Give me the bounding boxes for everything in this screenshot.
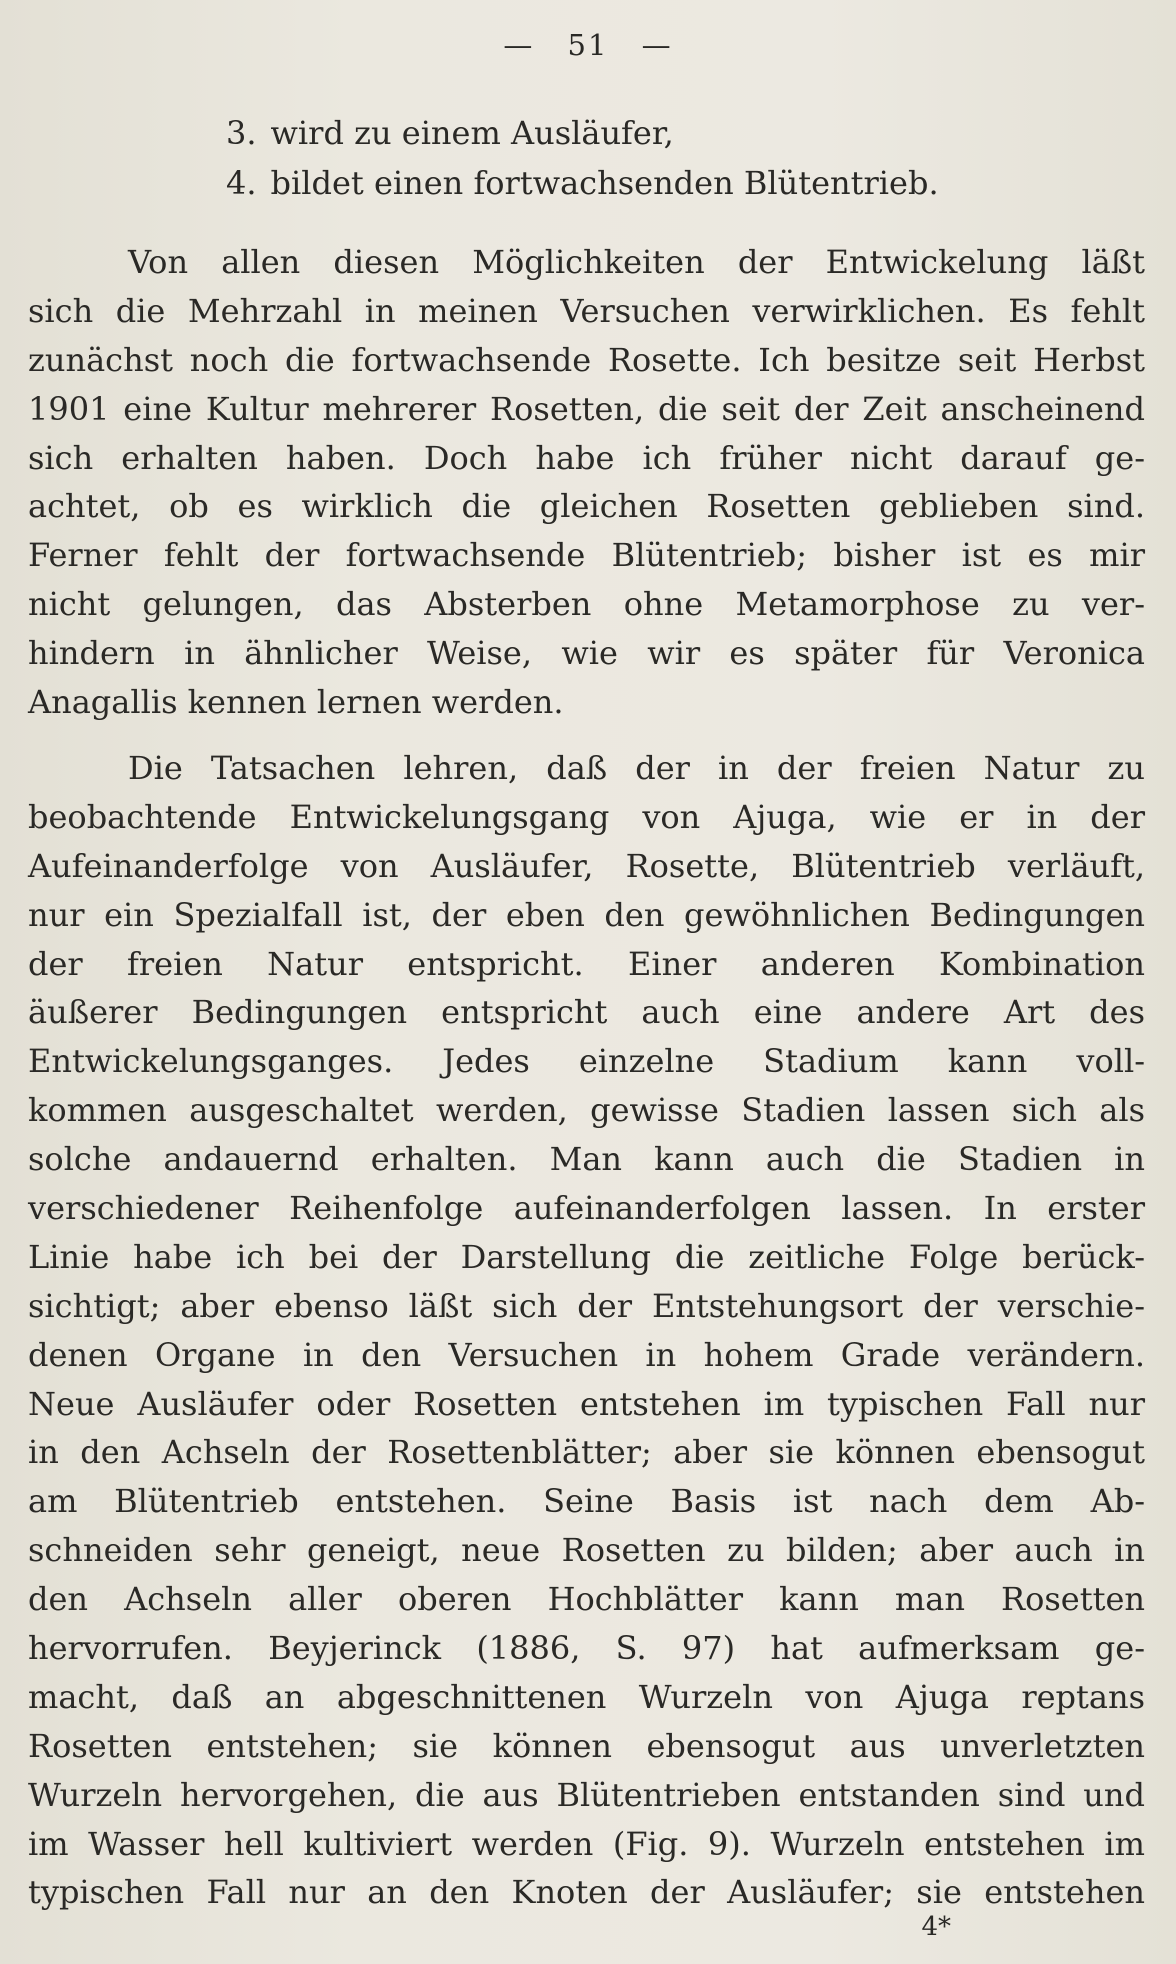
text-line: den Achseln aller oberen Hochblätter kann man Rosetten xyxy=(28,1580,1145,1619)
text-line: Von allen diesen Möglichkeiten der Entwickelung läßt xyxy=(128,243,1145,281)
header-dash-right: — xyxy=(641,28,673,62)
text-line: Die Tatsachen lehren, daß der in der freien Natur zu xyxy=(128,749,1145,787)
text-line: sich erhalten haben. Doch habe ich früher nicht darauf ge- xyxy=(28,438,1145,477)
numbered-list xyxy=(226,108,939,208)
text-line: Rosetten entstehen; sie können ebensogut aus unverletzten xyxy=(28,1726,1145,1765)
text-line: hindern in ähnlicher Weise, wie wir es später für Veronica xyxy=(28,634,1145,673)
text-line: Aufeinanderfolge von Ausläufer, Rosette, Blütentrieb verläuft, xyxy=(28,846,1145,885)
paragraph-2 xyxy=(28,744,1145,1917)
text-line: hervorrufen. Beyjerinck (1886, S. 97) hat aufmerksam ge- xyxy=(28,1629,1145,1668)
list-item xyxy=(226,158,939,208)
text-line: sich die Mehrzahl in meinen Versuchen verwirklichen. Es fehlt xyxy=(28,291,1145,330)
text-line: solche andauernd erhalten. Man kann auch die Stadien in xyxy=(28,1140,1145,1179)
text-line: zunächst noch die fortwachsende Rosette. Ich besitze seit Herbst xyxy=(28,340,1145,379)
text-line: 1901 eine Kultur mehrerer Rosetten, die seit der Zeit anscheinend xyxy=(28,389,1145,428)
list-item-text: wird zu einem Ausläufer, xyxy=(270,114,674,152)
text-line: der freien Natur entspricht. Einer anderen Kombination xyxy=(28,944,1145,983)
text-line: nur ein Spezialfall ist, der eben den gewöhnlichen Bedingungen xyxy=(28,895,1145,934)
text-line: beobachtende Entwickelungsgang von Ajuga, wie er in der xyxy=(28,797,1145,836)
text-line: im Wasser hell kultiviert werden (Fig. 9). Wurzeln entstehen im xyxy=(28,1824,1145,1863)
page-header xyxy=(0,28,1176,62)
text-line: schneiden sehr geneigt, neue Rosetten zu bilden; aber auch in xyxy=(28,1531,1145,1570)
text-line: Ferner fehlt der fortwachsende Blütentrieb; bisher ist es mir xyxy=(28,536,1145,575)
text-line: sichtigt; aber ebenso läßt sich der Entstehungsort der verschie- xyxy=(28,1286,1145,1325)
text-line: macht, daß an abgeschnittenen Wurzeln von Ajuga reptans xyxy=(28,1677,1145,1716)
signature-mark: 4* xyxy=(921,1912,951,1942)
text-line: Linie habe ich bei der Darstellung die zeitliche Folge berück- xyxy=(28,1237,1145,1276)
text-line: Entwickelungsganges. Jedes einzelne Stadium kann voll- xyxy=(28,1042,1145,1081)
list-item-text: bildet einen fortwachsenden Blütentrieb. xyxy=(270,164,939,202)
text-line: Wurzeln hervorgehen, die aus Blütentrieben entstanden sind und xyxy=(28,1775,1145,1814)
text-line: achtet, ob es wirklich die gleichen Rosetten geblieben sind. xyxy=(28,487,1145,526)
text-line: verschiedener Reihenfolge aufeinanderfolgen lassen. In erster xyxy=(28,1189,1145,1228)
text-line: denen Organe in den Versuchen in hohem Grade verändern. xyxy=(28,1335,1145,1374)
list-item xyxy=(226,108,939,158)
text-line: typischen Fall nur an den Knoten der Ausläufer; sie entstehen xyxy=(28,1873,1145,1912)
list-item-number: 3. xyxy=(226,114,257,152)
text-line: am Blütentrieb entstehen. Seine Basis ist nach dem Ab- xyxy=(28,1482,1145,1521)
text-line: nicht gelungen, das Absterben ohne Metamorphose zu ver- xyxy=(28,585,1145,624)
text-line: äußerer Bedingungen entspricht auch eine andere Art des xyxy=(28,993,1145,1032)
paragraph-1 xyxy=(28,238,1145,727)
page-number: 51 xyxy=(567,28,609,62)
header-dash-left: — xyxy=(503,28,535,62)
list-item-number: 4. xyxy=(226,164,257,202)
text-line: in den Achseln der Rosettenblätter; aber sie können ebensogut xyxy=(28,1433,1145,1472)
text-line: kommen ausgeschaltet werden, gewisse Stadien lassen sich als xyxy=(28,1091,1145,1130)
text-line: Anagallis kennen lernen werden. xyxy=(28,683,564,722)
text-line: Neue Ausläufer oder Rosetten entstehen im typischen Fall nur xyxy=(28,1384,1145,1423)
